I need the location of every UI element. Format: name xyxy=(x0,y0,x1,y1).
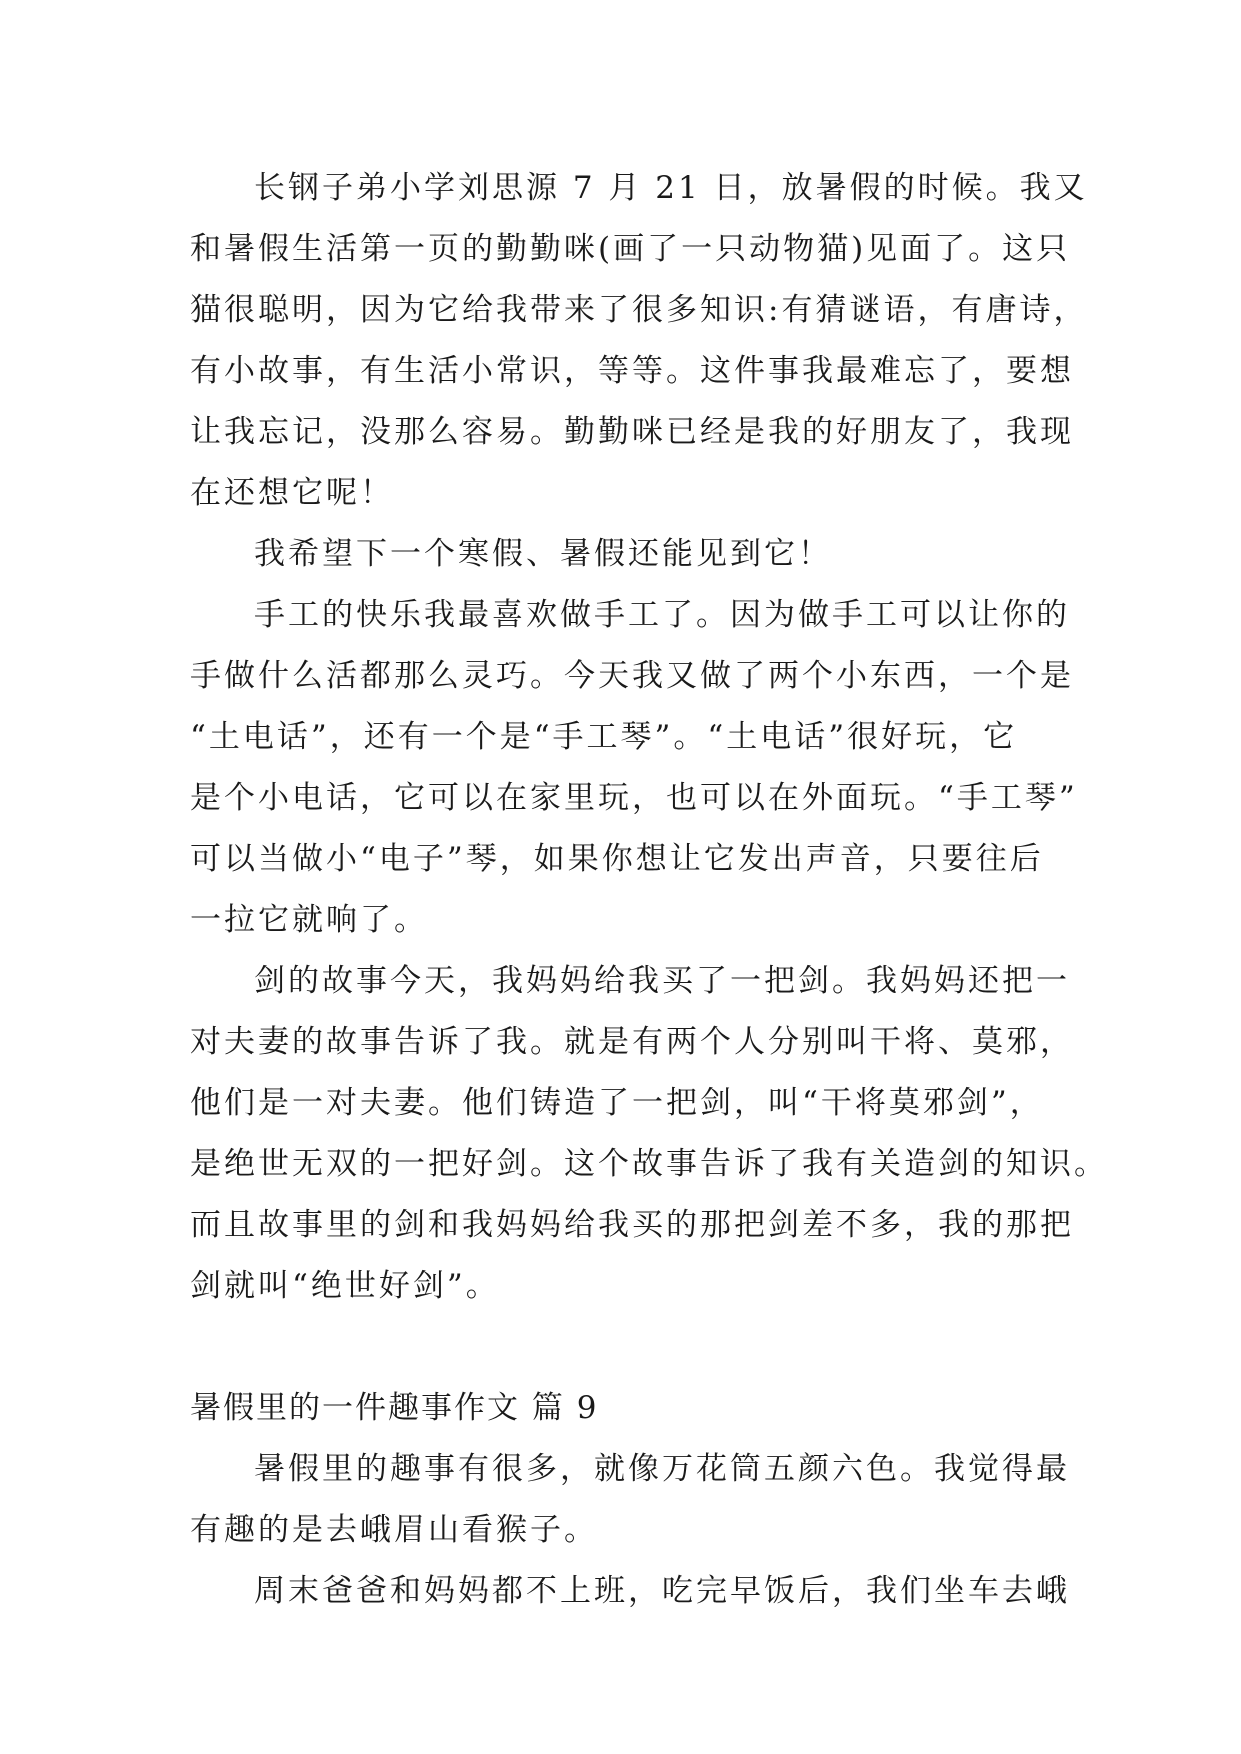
text-line: 让我忘记，没那么容易。勤勤咪已经是我的好朋友了，我现 xyxy=(190,414,1074,450)
text-line: 有小故事，有生活小常识，等等。这件事我最难忘了，要想 xyxy=(190,353,1074,389)
text-line: 剑就叫“绝世好剑”。 xyxy=(190,1268,500,1304)
paragraph xyxy=(190,951,1108,1317)
section-title: 暑假里的一件趣事作文 篇 9 xyxy=(190,1390,599,1426)
paragraph xyxy=(190,585,1078,951)
text-line: 是绝世无双的一把好剑。这个故事告诉了我有关造剑的知识。 xyxy=(190,1146,1108,1182)
text-line: 有趣的是去峨眉山看猴子。 xyxy=(190,1512,598,1548)
text-line: 对夫妻的故事告诉了我。就是有两个人分别叫干将、莫邪， xyxy=(190,1024,1074,1060)
text-line: 猫很聪明，因为它给我带来了很多知识:有猜谜语，有唐诗， xyxy=(190,292,1088,328)
text-line: 他们是一对夫妻。他们铸造了一把剑，叫“干将莫邪剑”， xyxy=(190,1085,1044,1121)
text-line: 和暑假生活第一页的勤勤咪(画了一只动物猫)见面了。这只 xyxy=(190,231,1071,267)
text-line: 手做什么活都那么灵巧。今天我又做了两个小东西，一个是 xyxy=(190,658,1074,694)
text-line: 是个小电话，它可以在家里玩，也可以在外面玩。“手工琴” xyxy=(190,780,1078,816)
text-line: 暑假里的趣事有很多，就像万花筒五颜六色。我觉得最 xyxy=(254,1451,1070,1487)
document-body xyxy=(190,158,1108,1622)
text-line: 可以当做小“电子”琴，如果你想让它发出声音，只要往后 xyxy=(190,841,1044,877)
paragraph xyxy=(190,524,1070,585)
text-line: 剑的故事今天，我妈妈给我买了一把剑。我妈妈还把一 xyxy=(254,963,1070,999)
text-line: 在还想它呢！ xyxy=(190,475,394,511)
text-line: 我希望下一个寒假、暑假还能见到它！ xyxy=(254,536,832,572)
text-line: 周末爸爸和妈妈都不上班，吃完早饭后，我们坐车去峨 xyxy=(254,1573,1070,1609)
paragraph xyxy=(190,1439,1070,1561)
text-line: 长钢子弟小学刘思源 7 月 21 日，放暑假的时候。我又 xyxy=(254,170,1088,206)
paragraph xyxy=(190,158,1088,524)
text-line: 而且故事里的剑和我妈妈给我买的那把剑差不多，我的那把 xyxy=(190,1207,1074,1243)
text-line: 手工的快乐我最喜欢做手工了。因为做手工可以让你的 xyxy=(254,597,1070,633)
paragraph xyxy=(190,1561,1070,1622)
text-line: “土电话”，还有一个是“手工琴”。“土电话”很好玩，它 xyxy=(190,719,1018,755)
text-line: 一拉它就响了。 xyxy=(190,902,428,938)
